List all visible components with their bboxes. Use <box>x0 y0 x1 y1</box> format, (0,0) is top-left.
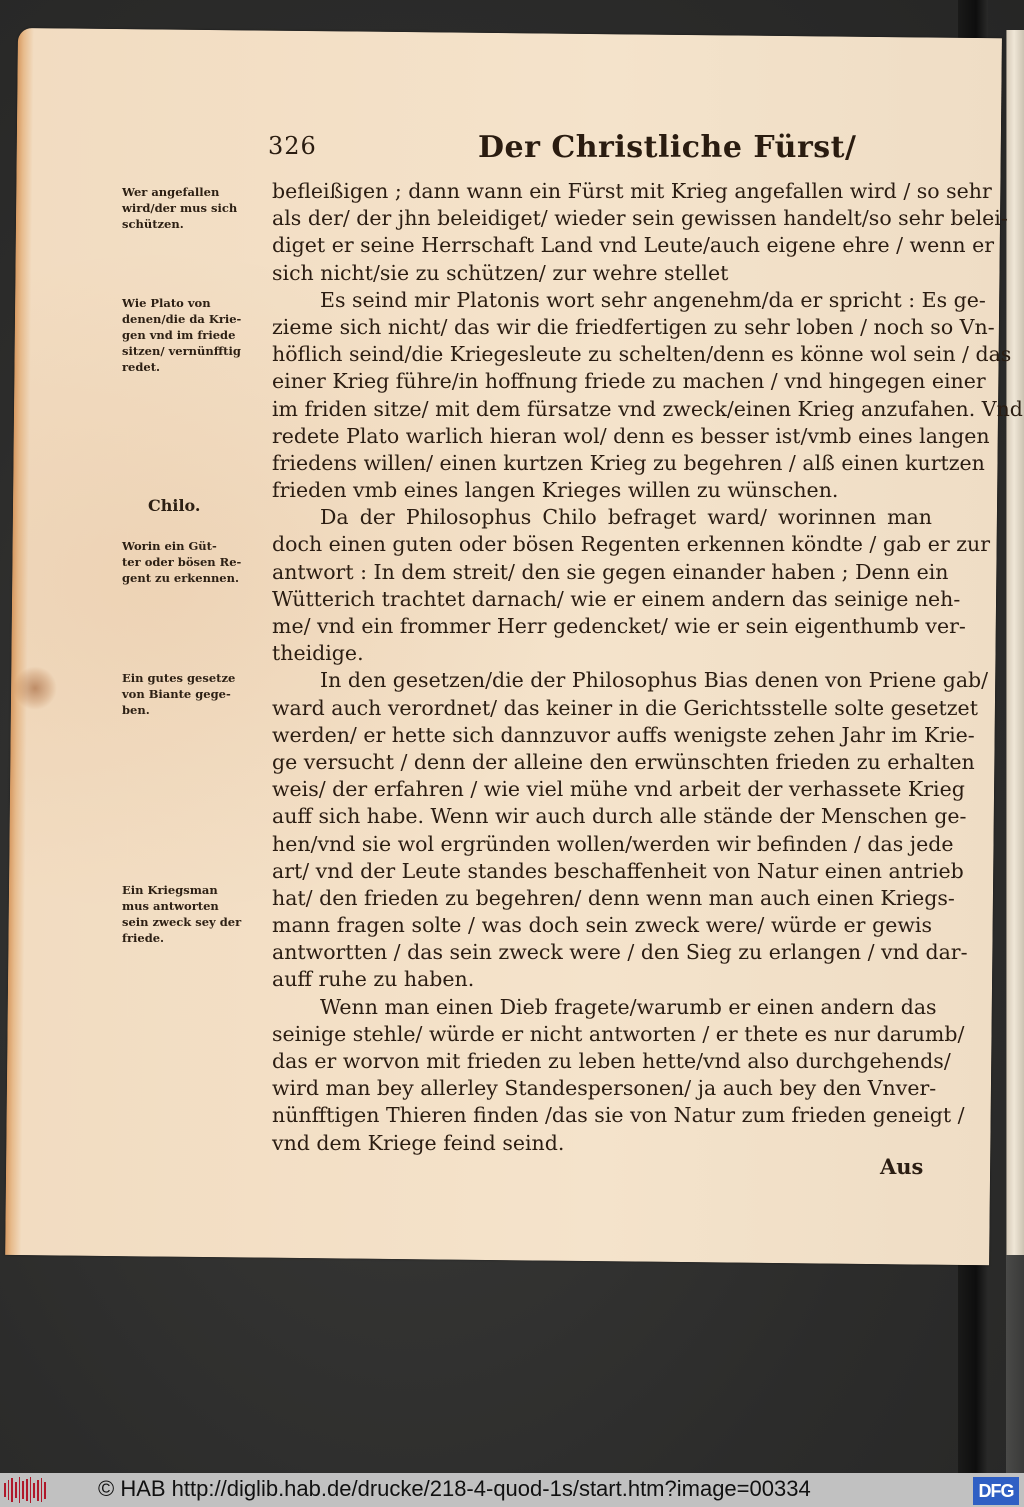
text-line: ward auch verordnet/ das keiner in die Gerichtsstelle solte gesetzet <box>272 695 978 720</box>
copyright-link[interactable]: © HAB http://diglib.hab.de/drucke/218-4-quod-1s/start.htm?image=00334 <box>98 1476 811 1501</box>
text-line: hat/ den frieden zu begehren/ denn wenn man auch einen Kriegs- <box>272 885 955 910</box>
text-line: friedens willen/ einen kurtzen Krieg zu begehren / alß einen kurtzen <box>272 450 985 475</box>
text-line: ge versucht / denn der alleine den erwünschten frieden zu erhalten <box>272 749 975 774</box>
text-line: doch einen guten oder bösen Regenten erkennen köndte / gab er zur <box>272 532 991 557</box>
margin-note-bias: Ein gutes gesetze von Biante gege- ben. <box>122 671 236 717</box>
paragraph-start-line: In den gesetzen/die der Philosophus Bias denen von Priene gab/ <box>320 668 989 693</box>
text-line: art/ vnd der Leute standes beschaffenheit von Natur einen antrieb <box>272 858 964 883</box>
text-line: das er worvon mit frieden zu leben hette/vnd also durchgehends/ <box>272 1049 951 1073</box>
margin-note-soldier: Ein Kriegsman mus antworten sein zweck sey der friede. <box>122 883 242 945</box>
paragraph-start-line: Da der Philosophus Chilo befraget ward/ worinnen man <box>320 505 932 530</box>
text-line: mann fragen solte / was doch sein zweck were/ würde er gewis <box>272 913 932 938</box>
text-line: weis/ der erfahren / wie viel mühe vnd arbeit der verhassete Krieg <box>272 777 965 802</box>
text-line: auff ruhe zu haben. <box>272 967 475 992</box>
paragraph-start-line: Es seind mir Platonis wort sehr angenehm/da er spricht : Es ge- <box>320 287 986 312</box>
hab-logo-icon <box>4 1477 46 1503</box>
margin-note-defense: Wer angefallen wird/der mus sich schützen. <box>122 185 238 231</box>
text-line: sich nicht/sie zu schützen/ zur wehre stellet <box>272 260 729 285</box>
text-line: me/ vnd ein frommer Herr gedencket/ wie er sein eigenthumb ver- <box>272 614 966 638</box>
dfg-logo-icon: DFG <box>973 1477 1019 1505</box>
text-line: hen/vnd sie wol ergründen wollen/werden wir befinden / das jede <box>272 831 954 856</box>
margin-note-regent: Worin ein Güt- ter oder bösen Re- gent zu erkennen. <box>122 539 242 585</box>
catchword: Aus <box>880 1154 924 1179</box>
margin-note-plato: Wie Plato von denen/die da Krie- gen vnd im friede sitzen/ vernünfftig redet. <box>122 296 242 374</box>
text-line: im friden sitze/ mit dem fürsatze vnd zweck/einen Krieg anzufahen. Vnd <box>272 396 1023 421</box>
text-line: vnd dem Kriege feind seind. <box>272 1130 565 1155</box>
text-line: seinige stehle/ würde er nicht antworten / er thete es nur darumb/ <box>272 1021 965 1046</box>
margin-note-chilo: Chilo. <box>148 496 201 515</box>
text-line: zieme sich nicht/ das wir die friedfertigen zu sehr loben / noch so Vn- <box>272 314 995 339</box>
text-line: diget er seine Herrschaft Land vnd Leute/auch eigene ehre / wenn er <box>272 233 995 258</box>
text-line: antwort : In dem streit/ den sie gegen einander haben ; Denn ein <box>272 559 949 584</box>
text-line: antwortten / das sein zweck were / den Sieg zu erlangen / vnd dar- <box>272 940 968 965</box>
text-line: redete Plato warlich hieran wol/ denn es besser ist/vmb eines langen <box>272 423 990 448</box>
text-line: frieden vmb eines langen Krieges willen zu wünschen. <box>272 478 839 503</box>
text-line: nünfftigen Thieren finden /das sie von Natur zum frieden geneigt / <box>272 1103 965 1128</box>
text-line: theidige. <box>272 641 364 666</box>
body-text <box>272 178 1023 1157</box>
paragraph-start-line: Wenn man einen Dieb fragete/warumb er einen andern das <box>320 994 937 1019</box>
page-header <box>268 130 948 170</box>
text-line: als der/ der jhn beleidiget/ wieder sein gewissen handelt/so sehr belei- <box>272 206 1008 231</box>
text-line: höflich seind/die Kriegesleute zu schelten/denn es könne wol sein / das <box>272 342 1012 367</box>
page-number: 326 <box>268 132 317 160</box>
footer-bar <box>0 1473 1024 1507</box>
text-line: befleißigen ; dann wann ein Fürst mit Krieg angefallen wird / so sehr <box>272 179 992 203</box>
running-title: Der Christliche Fürst/ <box>478 130 857 165</box>
text-line: auff sich habe. Wenn wir auch durch alle stände der Menschen ge- <box>272 804 967 829</box>
text-line: einer Krieg führe/in hoffnung friede zu machen / vnd hingegen einer <box>272 369 986 394</box>
text-line: Wütterich trachtet darnach/ wie er einem andern das seinige neh- <box>272 586 961 611</box>
text-line: werden/ er hette sich dannzuvor auffs wenigste zehen Jahr im Krie- <box>272 722 975 747</box>
text-line: wird man bey allerley Standespersonen/ ja auch bey den Vnver- <box>272 1076 937 1101</box>
